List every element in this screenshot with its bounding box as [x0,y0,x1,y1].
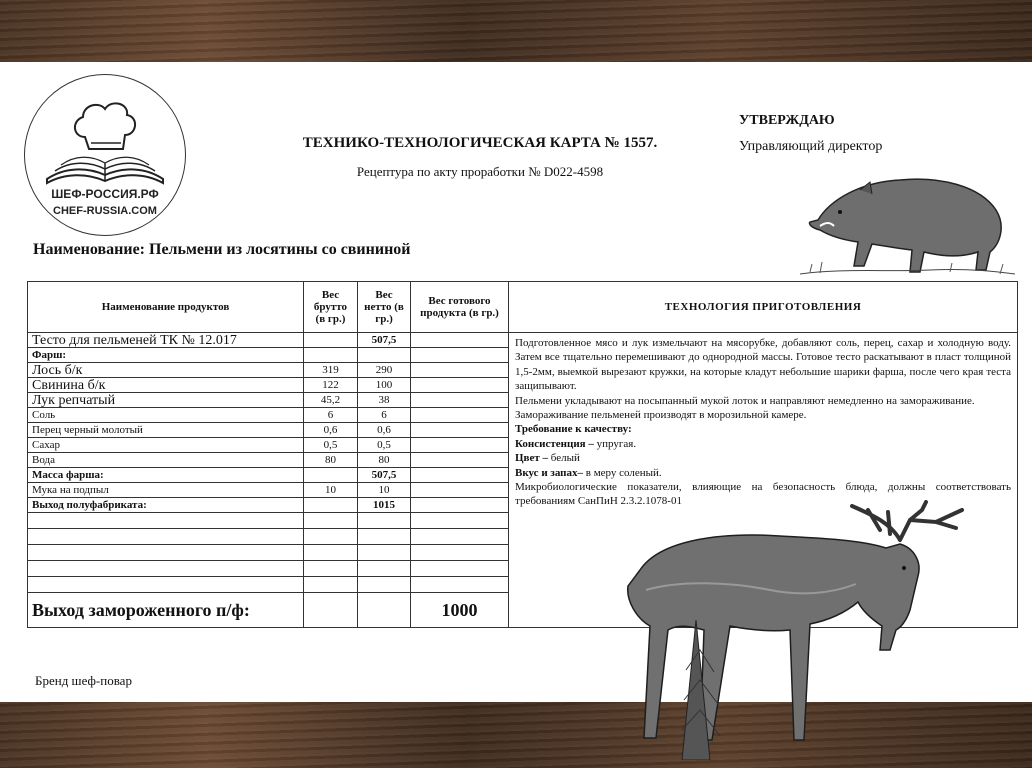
moose-illustration [600,500,980,760]
document-subtitle: Рецептура по акту проработки № D022-4598 [356,164,604,179]
header-net: Вес нетто (в гр.) [358,282,411,333]
ready-value [411,468,509,483]
product-name: Тесто для пельменей ТК № 12.017 [28,333,304,348]
net-value: 80 [358,453,411,468]
product-name: Фарш: [28,348,304,363]
gross-value [304,468,358,483]
logo-text-com: CHEF-RUSSIA.COM [53,205,157,217]
ready-value [411,498,509,513]
dish-name: Наименование: Пельмени из лосятины со свининой [33,241,411,258]
ready-value [411,348,509,363]
net-value: 1015 [358,498,411,513]
table-row [28,333,1018,348]
net-value: 290 [358,363,411,378]
net-value [358,348,411,363]
approve-label: УТВЕРЖДАЮ [739,113,835,128]
ready-value [411,378,509,393]
ready-value [411,408,509,423]
gross-value: 10 [304,483,358,498]
ready-value [411,393,509,408]
gross-value: 80 [304,453,358,468]
product-name: Масса фарша: [28,468,304,483]
tech-paragraph-3: Замораживание пельменей производят в морозильной камере. [515,409,807,422]
ready-value [411,423,509,438]
consistency-line: Консистенция – упругая. [515,437,637,450]
gross-value [304,348,358,363]
header-gross: Вес брутто (в гр.) [304,282,358,333]
quality-heading: Требование к качеству: [515,423,632,436]
net-value: 10 [358,483,411,498]
final-gross [304,593,358,628]
net-value: 507,5 [358,333,411,348]
net-value: 507,5 [358,468,411,483]
net-value: 100 [358,378,411,393]
gross-value [304,333,358,348]
ready-value [411,483,509,498]
final-net [358,593,411,628]
tech-paragraph-2: Пельмени укладывают на посыпанный мукой лоток и направляют немедленно на замораживание. [515,394,975,407]
gross-value: 319 [304,363,358,378]
ready-value [411,438,509,453]
net-value: 6 [358,408,411,423]
product-name: Выход полуфабриката: [28,498,304,513]
ready-value [411,363,509,378]
micro-line: Микробиологические показатели, влияющие на безопасность блюда, должны соответствовать требованиям СанПиН 2.3.2.1078-01 [515,481,1011,508]
header-product: Наименование продуктов [28,282,304,333]
product-name: Соль [28,408,304,423]
product-name: Свинина б/к [28,378,304,393]
product-name: Перец черный молотый [28,423,304,438]
wood-background-top [0,0,1032,62]
color-line: Цвет – белый [515,452,580,465]
net-value: 0,5 [358,438,411,453]
chef-russia-logo [24,74,186,236]
taste-line: Вкус и запах– в меру соленый. [515,466,662,479]
gross-value: 0,6 [304,423,358,438]
product-name: Сахар [28,438,304,453]
gross-value: 0,5 [304,438,358,453]
gross-value: 122 [304,378,358,393]
gross-value: 45,2 [304,393,358,408]
ready-value [411,333,509,348]
brand-chef-label: Бренд шеф-повар [35,673,132,688]
gross-value: 6 [304,408,358,423]
net-value: 0,6 [358,423,411,438]
header-technology: ТЕХНОЛОГИЯ ПРИГОТОВЛЕНИЯ [509,282,1018,333]
logo-text-ru: ШЕФ-РОССИЯ.РФ [51,187,159,201]
final-output-label: Выход замороженного п/ф: [28,593,304,628]
product-name: Вода [28,453,304,468]
header-ready: Вес готового продукта (в гр.) [411,282,509,333]
product-name: Лось б/к [28,363,304,378]
gross-value [304,498,358,513]
document-title: ТЕХНИКО-ТЕХНОЛОГИЧЕСКАЯ КАРТА № 1557. [302,135,658,151]
product-name: Лук репчатый [28,393,304,408]
ready-value [411,453,509,468]
product-name: Мука на подпыл [28,483,304,498]
tech-paragraph-1: Подготовленное мясо и лук измельчают на мясорубке, добавляют соль, перец, сахар и холодную воду. Затем все тщательно перемешивают до однородной массы. Готовое тесто раскатывают в пласт толщиной 1,5-2мм, выемкой вырезают кружки, на которые кладут небольшие шарики фарша, после чего края теста защипывают. [515,337,1011,393]
table-header-row [28,282,1018,333]
net-value: 38 [358,393,411,408]
final-output-value: 1000 [411,593,509,628]
director-label: Управляющий директор [739,139,883,154]
boar-illustration [800,160,1015,280]
